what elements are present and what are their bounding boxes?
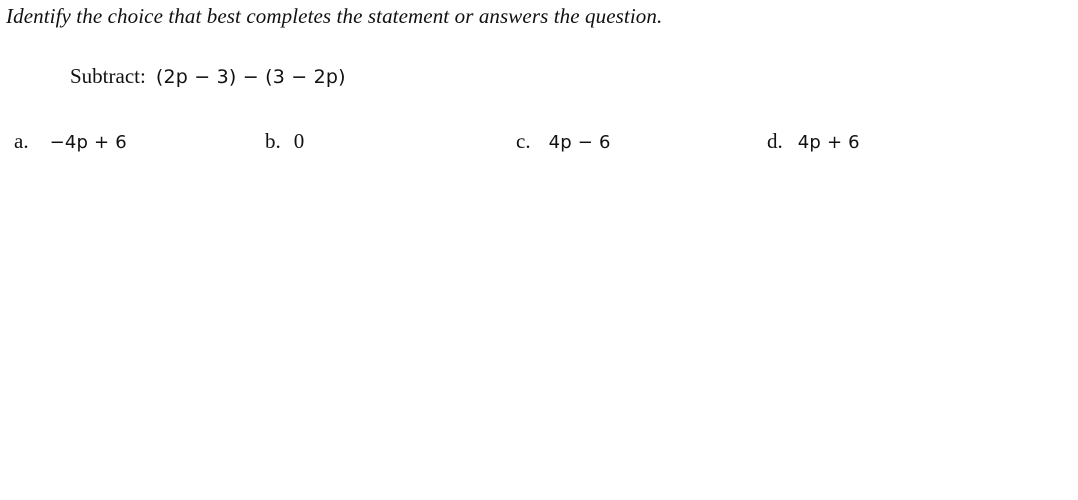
instructions-text: Identify the choice that best completes the statement or answers the question. — [6, 4, 663, 28]
choice-letter: d. — [767, 129, 783, 153]
choice-letter: b. — [265, 129, 281, 153]
choice-d[interactable] — [767, 129, 860, 154]
choice-c[interactable] — [516, 129, 611, 154]
choice-answer: 4p + 6 — [797, 132, 860, 153]
question — [70, 64, 346, 89]
choice-b[interactable] — [265, 129, 304, 154]
choice-answer: −4p + 6 — [49, 132, 127, 153]
choice-a[interactable] — [14, 129, 127, 154]
choice-answer: 4p − 6 — [548, 132, 611, 153]
choice-answer: 0 — [293, 129, 305, 153]
choice-letter: a. — [14, 129, 29, 153]
question-expression: (2p − 3) − (3 − 2p) — [155, 66, 346, 88]
question-label: Subtract: — [70, 64, 146, 88]
choice-letter: c. — [516, 129, 531, 153]
